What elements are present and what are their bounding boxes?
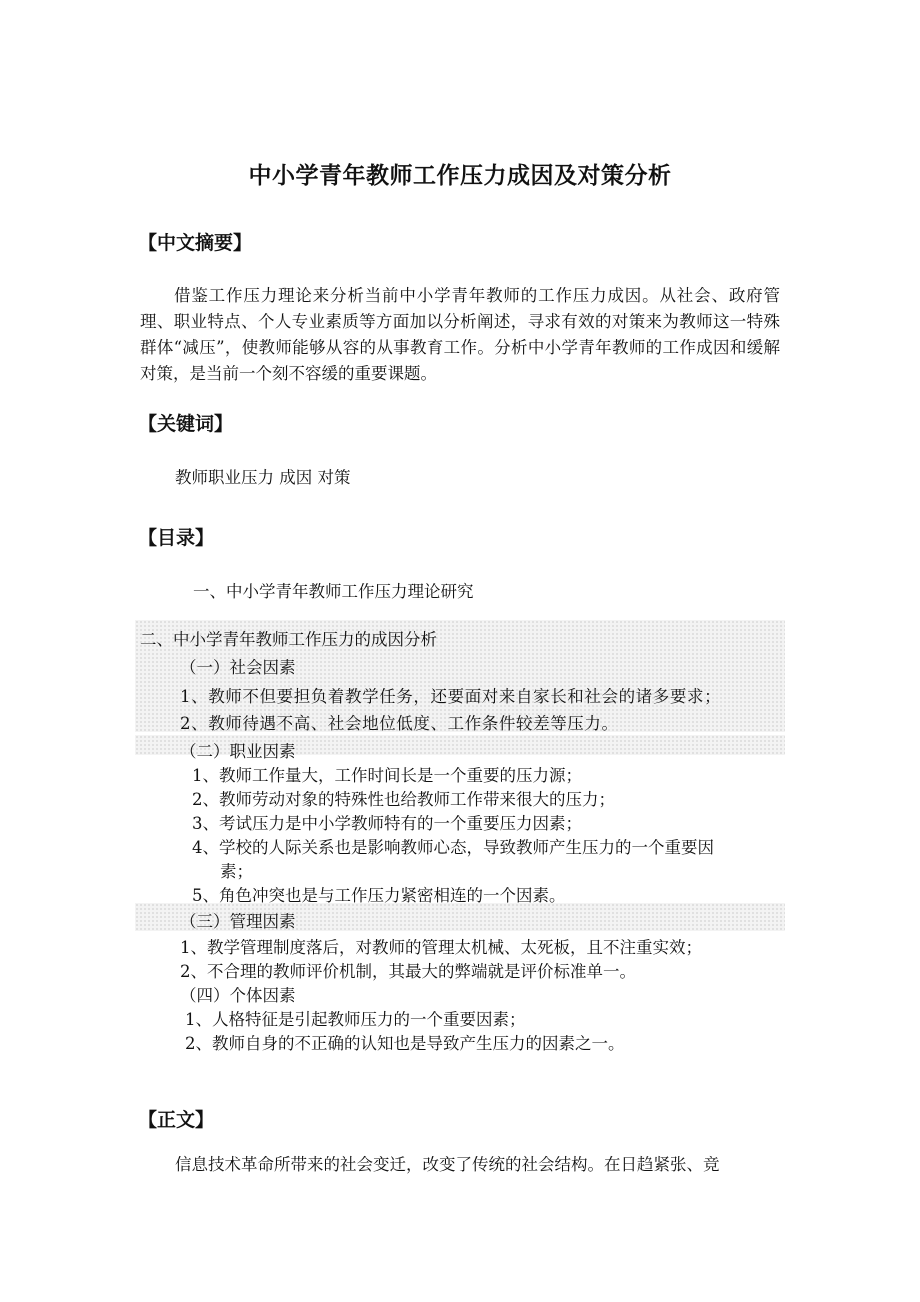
document-title: 中小学青年教师工作压力成因及对策分析 (248, 163, 672, 189)
keywords-heading: 【关键词】 (138, 413, 234, 435)
toc-heading: 【目录】 (138, 527, 215, 549)
body-heading: 【正文】 (138, 1109, 215, 1131)
toc-item-1: 一、中小学青年教师工作压力理论研究 (193, 582, 474, 601)
toc-subitem: 1、人格特征是引起教师压力的一个重要因素； (185, 1010, 526, 1029)
keywords-text: 教师职业压力 成因 对策 (175, 468, 351, 487)
body-first-line: 信息技术革命所带来的社会变迁，改变了传统的社会结构。在日趋紧张、竞 (175, 1155, 720, 1174)
toc-section-label: （二）职业因素 (180, 742, 296, 761)
toc-subitem: 3、考试压力是中小学教师特有的一个重要压力因素； (192, 814, 582, 833)
toc-subitem: 2、教师劳动对象的特殊性也给教师工作带来很大的压力； (192, 790, 615, 809)
abstract-heading: 【中文摘要】 (138, 232, 253, 254)
toc-section-label: （四）个体因素 (180, 986, 296, 1005)
toc-subitem: 1、教师工作量大，工作时间长是一个重要的压力源； (192, 766, 582, 785)
toc-subitem: 2、教师自身的不正确的认知也是导致产生压力的因素之一。 (185, 1034, 625, 1053)
toc-subitem: 2、不合理的教师评价机制，其最大的弊端就是评价标准单一。 (180, 962, 636, 981)
toc-subitem: 1、教学管理制度落后，对教师的管理太机械、太死板，且不注重实效； (180, 938, 702, 957)
toc-item-2: 二、中小学青年教师工作压力的成因分析 (140, 630, 437, 649)
toc-section-label: （一）社会因素 (180, 658, 296, 677)
toc-subitem: 1、教师不但要担负着教学任务，还要面对来自家长和社会的诸多要求； (180, 687, 722, 706)
toc-subitem-continuation: 素； (220, 862, 253, 881)
toc-section-label: （三）管理因素 (180, 912, 296, 931)
toc-subitem: 4、学校的人际关系也是影响教师心态，导致教师产生压力的一个重要因 (192, 838, 714, 857)
toc-subitem: 2、教师待遇不高、社会地位低度、工作条件较差等压力。 (180, 714, 619, 733)
toc-subitem: 5、角色冲突也是与工作压力紧密相连的一个因素。 (192, 886, 566, 905)
abstract-text: 借鉴工作压力理论来分析当前中小学青年教师的工作压力成因。从社会、政府管理、职业特点、个人专业素质等方面加以分析阐述，寻求有效的对策来为教师这一特殊群体“减压”，使教师能够从容的从事教育工作。分析中小学青年教师的工作成因和缓解对策，是当前一个刻不容缓的重要课题。 (140, 286, 780, 383)
